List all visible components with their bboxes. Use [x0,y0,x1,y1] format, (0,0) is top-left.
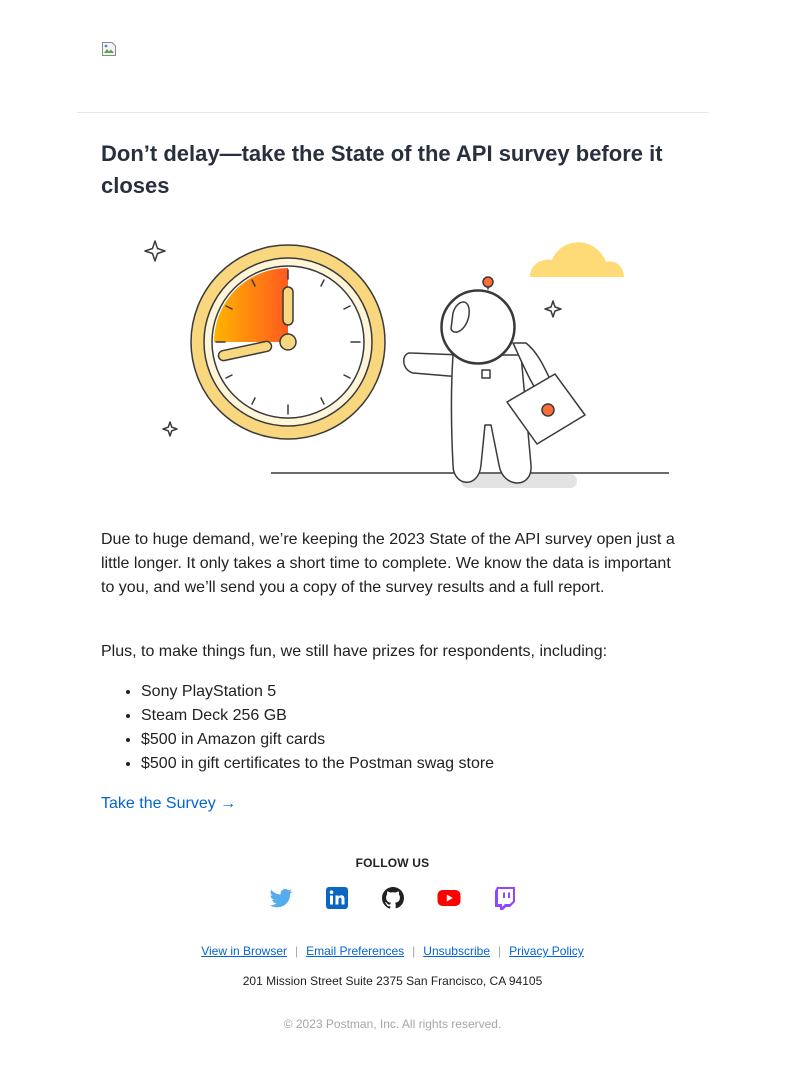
company-address: 201 Mission Street Suite 2375 San Francisco, CA 94105 [242,974,543,988]
clock-shape [191,245,385,439]
list-item: • $500 in gift certificates to the Postman swag store [141,752,685,776]
list-item: • $500 in Amazon gift cards [141,728,685,752]
follow-us-label: FOLLOW US [355,856,430,870]
list-item: • Steam Deck 256 GB [141,704,685,728]
link-separator: | [412,944,416,958]
copyright-notice: © 2023 Postman, Inc. All rights reserved. [283,1017,502,1031]
prizes-intro: Plus, to make things fun, we still have prizes for respondents, including: [101,643,608,660]
list-item: • Sony PlayStation 5 [141,680,685,704]
github-icon[interactable] [381,886,405,910]
intro-paragraph: Due to huge demand, we’re keeping the 2023 State of the API survey open just a little longer. It only takes a short time to complete. We know the data is important to you, and we’ll send you a copy of the survey results and a full report. [101,531,675,596]
link-separator: | [295,944,299,958]
cloud-shape [530,242,624,277]
prize-list [101,680,685,776]
privacy-policy-link[interactable]: Privacy Policy [509,944,584,958]
page-title: Don’t delay—take the State of the API survey before it closes [101,141,663,198]
twitter-icon[interactable] [269,886,293,910]
view-in-browser-link[interactable]: View in Browser [201,944,287,958]
youtube-icon[interactable] [437,886,461,910]
twitch-icon[interactable] [493,886,517,910]
take-survey-link[interactable]: Take the Survey → [101,795,237,812]
link-separator: | [498,944,502,958]
clock-and-astronaut-illustration [101,225,685,505]
header-divider [77,112,709,113]
unsubscribe-link[interactable]: Unsubscribe [423,944,490,958]
broken-image-icon [101,41,117,57]
social-links [0,886,785,910]
footer-links [0,943,785,959]
linkedin-icon[interactable] [325,886,349,910]
email-preferences-link[interactable]: Email Preferences [306,944,405,958]
